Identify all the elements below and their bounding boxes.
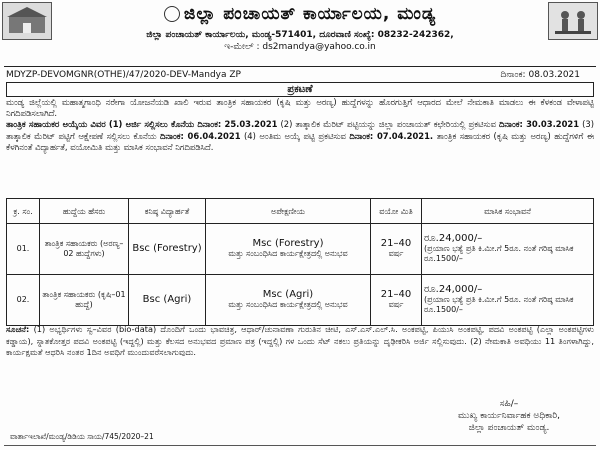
table-row — [7, 224, 594, 275]
logo-building-icon — [3, 3, 51, 39]
col-age-limit: ವಯೋ ಮಿತಿ — [371, 199, 422, 224]
cell-serial: 02. — [7, 275, 40, 326]
office-title: ಜಿಲ್ಲಾ ಪಂಚಾಯತ್ ಕಾರ್ಯಾಲಯ, ಮಂಡ್ಯ — [60, 4, 540, 24]
reference-number: MDYZP-DEVOMGNR(OTHE)/47/2020-DEV-Mandya ZP — [6, 70, 241, 80]
cell-salary: ರೂ.24,000/– (ಪ್ರಯಾಣ ಭತ್ಯೆ ಪ್ರತಿ ಕಿ.ಮೀ.ಗೆ 5ರೂ. ನಂತೆ ಗರಿಷ್ಠ ಮಾಸಿಕ ರೂ.1500/– — [422, 275, 594, 326]
cell-requirement: Msc (Forestry) ಮತ್ತು ಸಂಬಂಧಿಸಿದ ಕಾರ್ಯಕ್ಷೇತ್ರದಲ್ಲಿ ಅನುಭವ — [206, 224, 371, 275]
notice-heading: ಪ್ರಕಟಣೆ — [6, 82, 594, 97]
cell-post: ತಾಂತ್ರಿಕ ಸಹಾಯಕರು (ಕೃಷಿ–01 ಹುದ್ದೆ) — [40, 275, 129, 326]
signature-mark: ಸಹಿ/– — [499, 399, 519, 409]
col-serial: ಕ್ರ. ಸಂ. — [7, 199, 40, 224]
zilla-panchayat-logo — [2, 2, 52, 40]
cell-age: 21–40 ವರ್ಷ — [371, 224, 422, 275]
cell-age: 21–40 ವರ್ಷ — [371, 275, 422, 326]
mgnrega-logo — [548, 2, 598, 40]
signatory-title: ಮುಖ್ಯ ಕಾರ್ಯನಿರ್ವಾಹಕ ಅಧಿಕಾರಿ, — [458, 411, 560, 421]
col-qualification: ಕನಿಷ್ಠ ವಿದ್ಯಾರ್ಹತೆ — [129, 199, 206, 224]
signatory-office: ಜಿಲ್ಲಾ ಪಂಚಾಯತ್ ಮಂಡ್ಯ. — [468, 423, 550, 433]
table-row — [7, 275, 594, 326]
cell-qualification: Bsc (Agri) — [129, 275, 206, 326]
notice-intro: ಮಂಡ್ಯ ಜಿಲ್ಲೆಯಲ್ಲಿ ಮಹಾತ್ಮಗಾಂಧಿ ನರೇಗಾ ಯೋಜನೆಯಡಿ ಖಾಲಿ ಇರುವ ತಾಂತ್ರಿಕ ಸಹಾಯಕರ (ಕೃಷಿ ಮತ್ತು ಅರಣ್ಯ) ಹುದ್ದೆಗಳನ್ನು ಹೊರಗುತ್ತಿಗೆ ಆಧಾರದ ಮೇಲೆ ನೇಮಕಾತಿ ಮಾಡಲು ಈ ಕೆಳಕಂಡ ವೇಳಾಪಟ್ಟಿ ನಿಗದಿಪಡಿಸಲಾಗಿದೆ. ತಾಂತ್ರಿಕ ಸಹಾಯಕರ ಅಯ್ಕೆಯ ವಿವರ (1) ಅರ್ಜಿ ಸಲ್ಲಿಸಲು ಕೊನೆಯ ದಿನಾಂಕ: 25.03.2021 (2) ತಾತ್ಕಾಲಿಕ ಮೆರಿಟ್ ಪಟ್ಟಿಯನ್ನು ಜಿಲ್ಲಾ ಪಂಚಾಯತ್ ಕಛೇರಿಯಲ್ಲಿ ಪ್ರಕಟಿಸುವ ದಿನಾಂಕ: 30.03.2021 (3) ತಾತ್ಕಾಲಿಕ ಮೆರಿಟ್ ಪಟ್ಟಿಗೆ ಆಕ್ಷೇಪಣೆ ಸಲ್ಲಿಸಲು ಕೊನೆಯ ದಿನಾಂಕ: 06.04.2021 (4) ಅಂತಿಮ ಅಯ್ಕೆ ಪಟ್ಟಿ ಪ್ರಕಟಿಸುವ ದಿನಾಂಕ: 07.04.2021. ತಾಂತ್ರಿಕ ಸಹಾಯಕರ (ಕೃಷಿ ಮತ್ತು ಅರಣ್ಯ) ಹುದ್ದೆಗಳಿಗೆ ಈ ಕೆಳಗಿನಂತೆ ವಿದ್ಯಾರ್ಹತೆ, ವಯೋಮಿತಿ ಮತ್ತು ಮಾಸಿಕ ಸಂಭಾವನೆ ನಿಗದಿಪಡಿಸಿದೆ. — [6, 97, 594, 152]
posts-table — [6, 198, 594, 326]
table-header-row — [7, 199, 594, 224]
col-post: ಹುದ್ದೆಯ ಹೆಸರು — [40, 199, 129, 224]
office-email: ಇ-ಮೇಲ್ : ds2mandya@yahoo.co.in — [224, 42, 376, 52]
col-requirement: ಅಪೇಕ್ಷಣೀಯ — [206, 199, 371, 224]
cell-qualification: Bsc (Forestry) — [129, 224, 206, 275]
cell-post: ತಾಂತ್ರಿಕ ಸಹಾಯಕರು (ಅರಣ್ಯ–02 ಹುದ್ದೆಗಳು) — [40, 224, 129, 275]
state-emblem-icon — [164, 6, 180, 22]
cell-requirement: Msc (Agri) ಮತ್ತು ಸಂಬಂಧಿಸಿದ ಕಾರ್ಯಕ್ಷೇತ್ರದಲ್ಲಿ ಅನುಭವ — [206, 275, 371, 326]
notice-note: ಸೂಚನೆ: (1) ಅಭ್ಯರ್ಥಿಗಳು ಸ್ವ–ವಿವರ (bio-data) ದೊಂದಿಗೆ ಒಂದು ಭಾವಚಿತ್ರ, ಆಧಾರ್/ಚುನಾವಣಾ ಗುರುತಿನ ಚೀಟಿ, ಎಸ್.ಎಸ್.ಎಲ್.ಸಿ. ಅಂಕಪಟ್ಟಿ, ಪಿಯುಸಿ ಅಂಕಪಟ್ಟಿ, ಪದವಿ ಅಂಕಪಟ್ಟಿ (ಎಲ್ಲಾ ಅಂಕಪಟ್ಟಿಗಳು ಕಡ್ಡಾಯ), ಸ್ನಾತಕೋತ್ತರ ಪದವಿ ಅಂಕಪಟ್ಟಿ (ಇದ್ದಲ್ಲಿ) ಮತ್ತು ಕೆಲಸದ ಅನುಭವದ ಪ್ರಮಾಣ ಪತ್ರ (ಇದ್ದಲ್ಲಿ) ಗಳ ಒಂದು ಸೆಟ್ ನಕಲು ಪ್ರತಿಯನ್ನು ದೃಢೀಕರಿಸಿ ಅರ್ಜಿ ಸಲ್ಲಿಸುವುದು. (2) ನೇಮಕಾತಿ ಅವಧಿಯು 11 ತಿಂಗಳಾಗಿದ್ದು, ಕಾರ್ಯಕ್ಷಮತೆ ಆಧರಿಸಿ ನಂತರ 1ದಿನ ಅವಧಿಗೆ ಮುಂದುವರೆಸಲಾಗುವುದು. — [6, 324, 594, 357]
cell-serial: 01. — [7, 224, 40, 275]
notice-date: ದಿನಾಂಕ: 08.03.2021 — [500, 70, 580, 80]
signature-block — [458, 398, 560, 434]
office-address: ಜಿಲ್ಲಾ ಪಂಚಾಯತ್ ಕಾರ್ಯಾಲಯ, ಮಂಡ್ಯ-571401, ದೂರವಾಣಿ ಸಂಖ್ಯೆ: 08232-242362, — [146, 30, 454, 40]
footer-rule — [4, 445, 596, 446]
header-rule — [4, 66, 596, 67]
footer-reference: ವಾರ್ತಾಇಲಾಖೆ/ಮಂಡ್ಯ/ಡಿಡಿಯ ಸಾಯ/745/2020–21 — [10, 432, 154, 441]
cell-salary: ರೂ.24,000/– (ಪ್ರಯಾಣ ಭತ್ಯೆ ಪ್ರತಿ ಕಿ.ಮೀ.ಗೆ 5ರೂ. ನಂತೆ ಗರಿಷ್ಠ ಮಾಸಿಕ ರೂ.1500/– — [422, 224, 594, 275]
logo-workers-icon — [549, 3, 597, 39]
col-salary: ಮಾಸಿಕ ಸಂಭಾವನೆ — [422, 199, 594, 224]
